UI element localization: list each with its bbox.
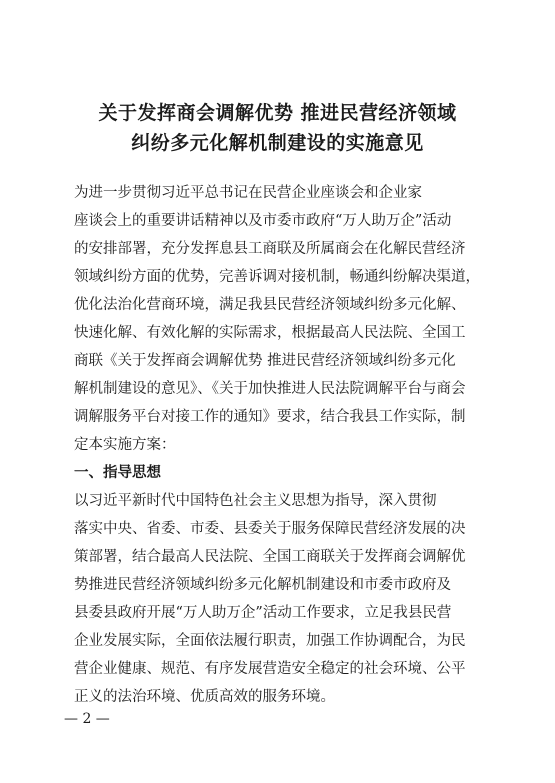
paragraph-2-line: 策部署，结合最高人民法院、全国工商联关于发挥商会调解优 [74,549,466,565]
paragraph-2-line: 县委县政府开展“万人助万企”活动工作要求，立足我县民营 [74,605,452,621]
paragraph-1-line: 调解服务平台对接工作的通知》要求，结合我县工作实际，制 [74,409,466,425]
paragraph-2-line: 正义的法治环境、优质高效的服务环境。 [74,689,335,705]
paragraph-1-line: 解机制建设的意见》、《关于加快推进人民法院调解平台与商会 [74,381,466,397]
paragraph-2-line: 以习近平新时代中国特色社会主义思想为指导，深入贯彻 [74,493,437,509]
paragraph-2-line: 落实中央、省委、市委、县委关于服务保障民营经济发展的决 [74,521,466,537]
paragraph-1-line: 领域纠纷方面的优势，完善诉调对接机制，畅通纠纷解决渠道， [74,269,480,285]
document-title-line-1: 关于发挥商会调解优势 推进民营经济领域 [98,102,457,124]
paragraph-1-line: 快速化解、有效化解的实际需求，根据最高人民法院、全国工 [74,325,466,341]
paragraph-1-line: 的安排部署，充分发挥息县工商联及所属商会在化解民营经济 [74,241,466,257]
paragraph-2-line: 企业发展实际，全面依法履行职责，加强工作协调配合，为民 [74,633,466,649]
section-heading: 一、指导思想 [74,465,161,481]
paragraph-1-line: 定本实施方案： [74,437,176,453]
page-number: — 2 — [64,711,110,727]
paragraph-1-line: 为进一步贯彻习近平总书记在民营企业座谈会和企业家 [74,185,422,201]
paragraph-1-line: 优化法治化营商环境，满足我县民营经济领域纠纷多元化解、 [74,297,466,313]
document-title-line-2: 纠纷多元化解机制建设的实施意见 [131,132,424,154]
paragraph-1-line: 商联《关于发挥商会调解优势 推进民营经济领域纠纷多元化 [74,353,456,369]
paragraph-2-line: 势推进民营经济领域纠纷多元化解机制建设和市委市政府及 [74,577,451,593]
paragraph-1-line: 座谈会上的重要讲话精神以及市委市政府“万人助万企”活动 [74,213,452,229]
paragraph-2-line: 营企业健康、规范、有序发展营造安全稳定的社会环境、公平 [74,661,466,677]
